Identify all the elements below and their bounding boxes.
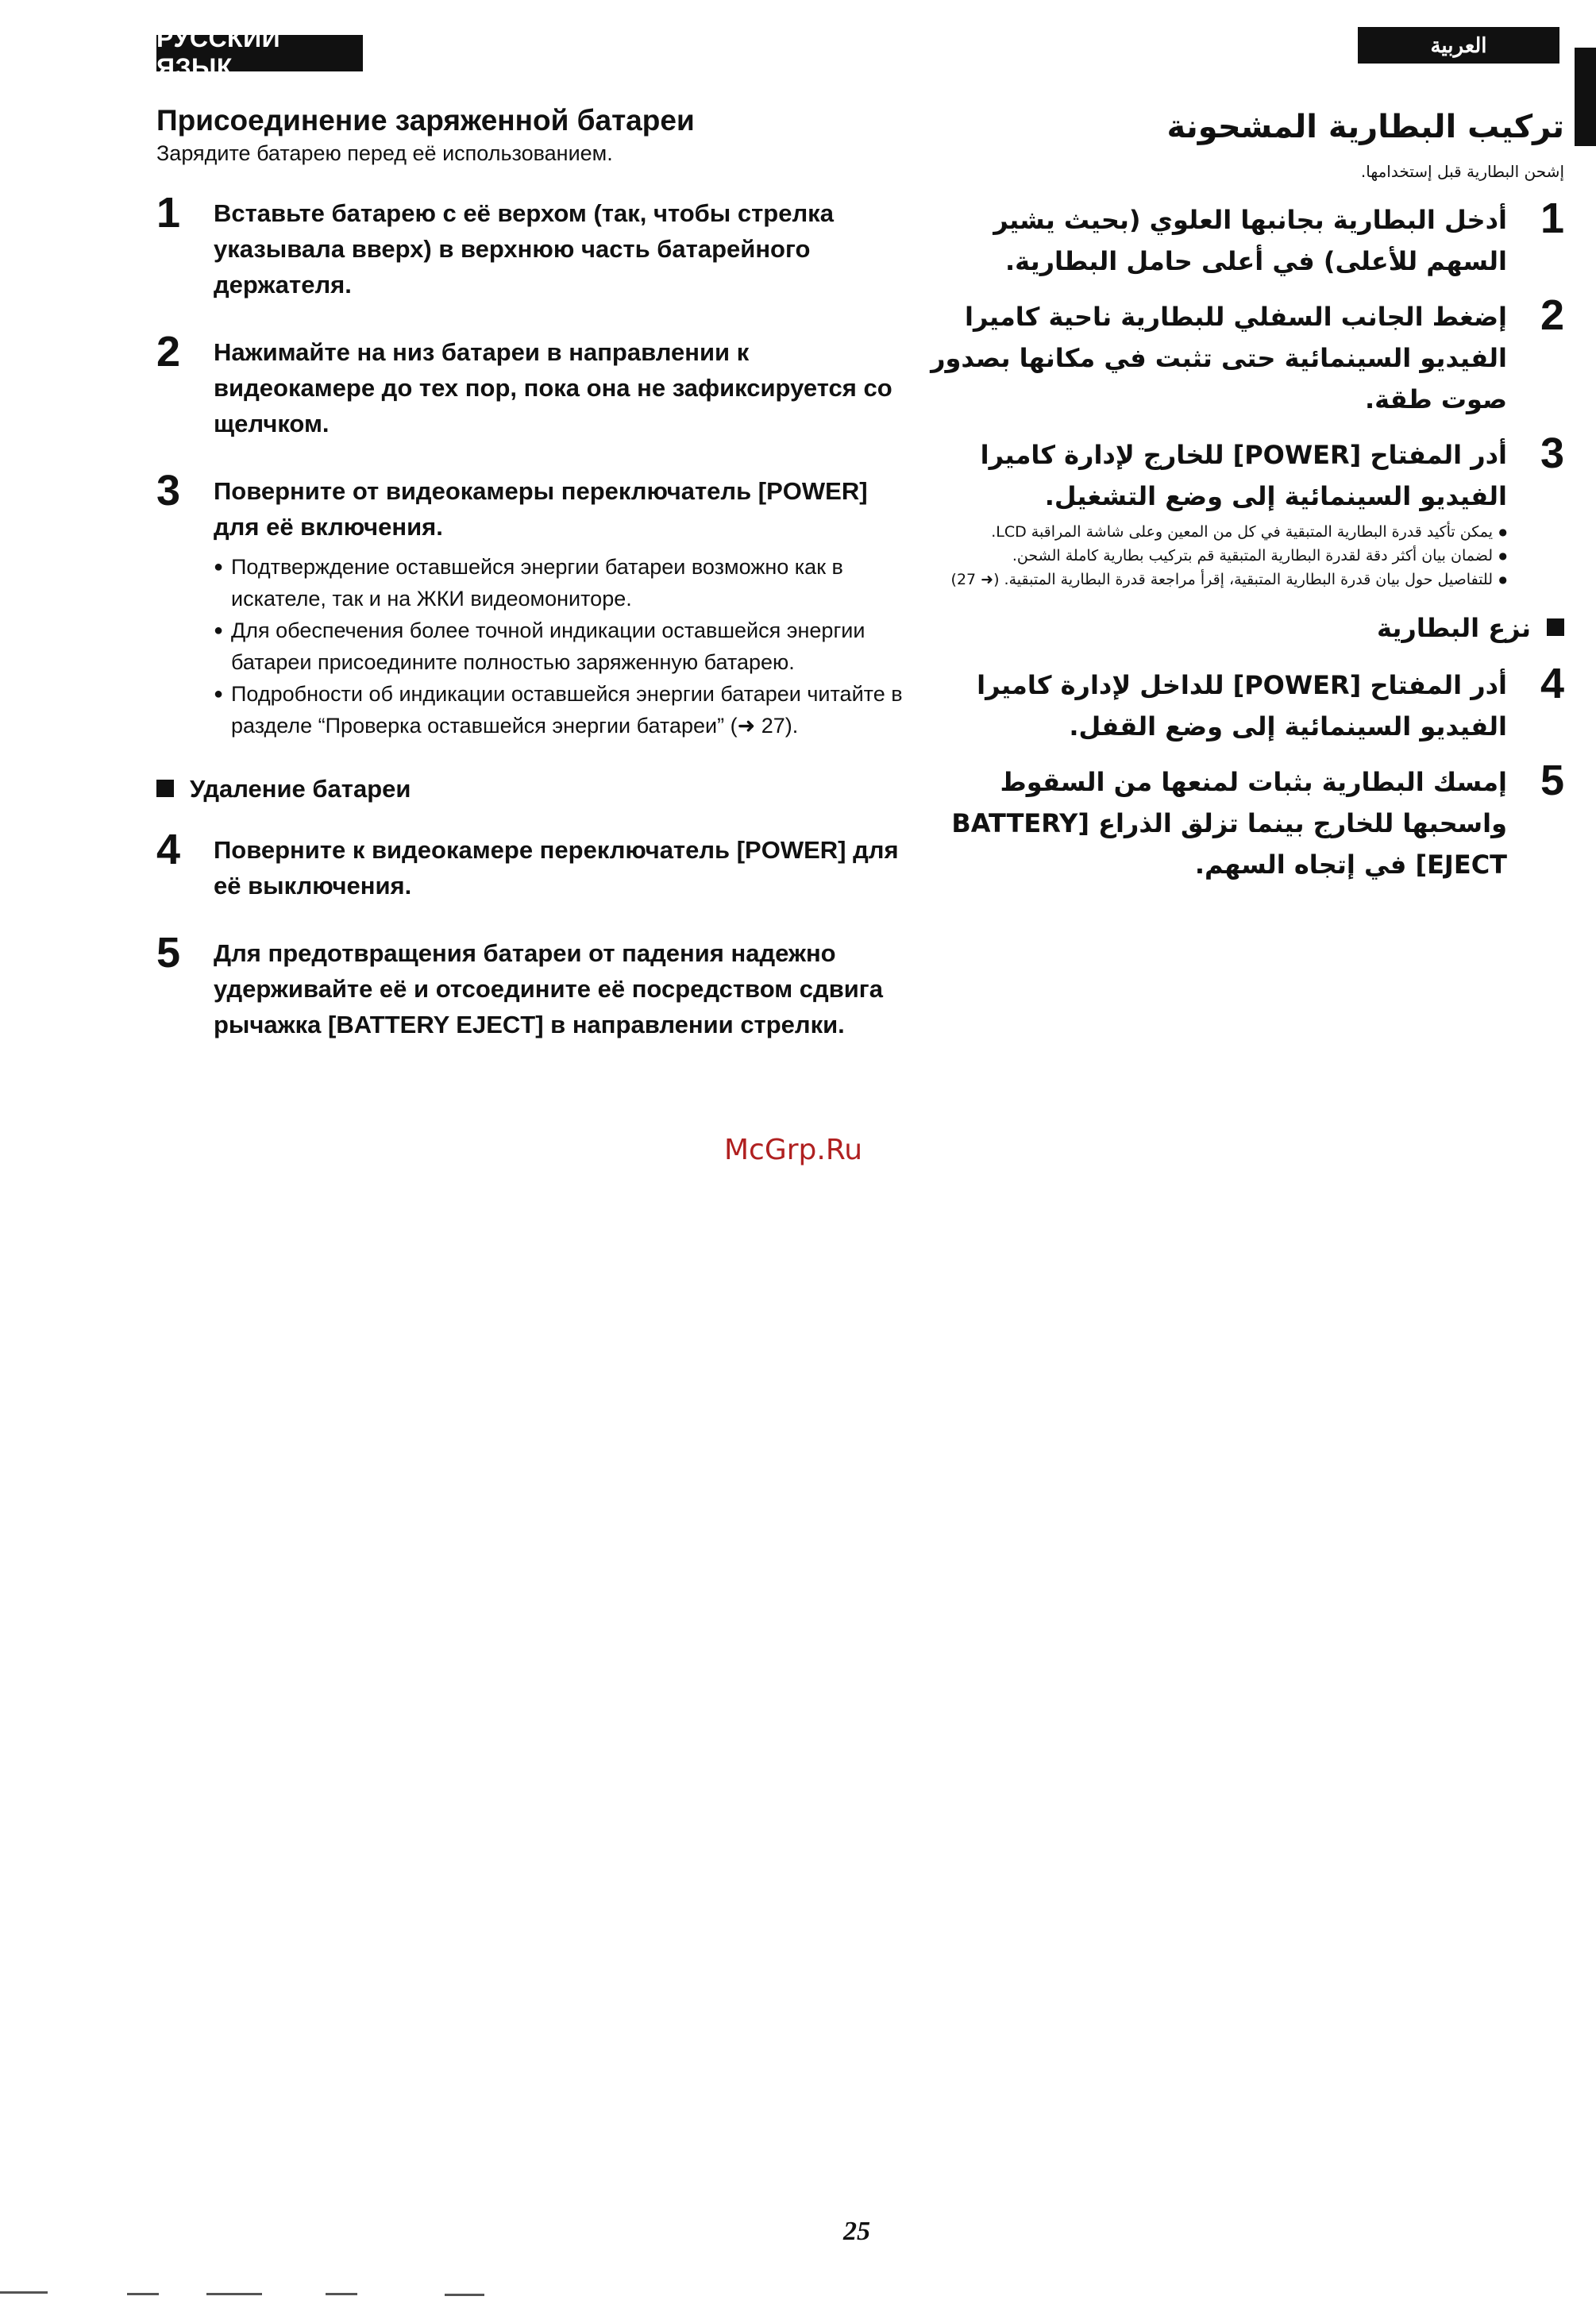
step-text: Вставьте батарею с её верхом (так, чтобы стрелка указывала вверх) в верхнюю часть батарейного держателя. [214, 199, 834, 299]
step-number: 1 [1540, 195, 1564, 242]
arabic-language-badge: العربية [1358, 27, 1559, 64]
russian-language-badge: РУССКИЙ ЯЗЫК [156, 35, 363, 71]
step-text: Поверните к видеокамере переключатель [POWER] для её выключения. [214, 836, 899, 900]
russian-step-4 [156, 826, 903, 903]
step-text: أدر المفتاح [POWER] للخارج لإدارة كاميرا الفيديو السينمائية إلى وضع التشغيل. [980, 440, 1507, 511]
note-item: ● يمكن تأكيد قدرة البطارية المتبقية في كل من المعين وعلى شاشة المراقبة LCD. [921, 520, 1507, 544]
russian-intro: Зарядите батарею перед её использованием. [156, 141, 613, 165]
scan-artifact-line [127, 2293, 159, 2295]
step-text: Поверните от видеокамеры переключатель [POWER] для её включения. [214, 477, 868, 541]
arabic-section-heading [921, 612, 1564, 644]
step-number: 5 [156, 929, 181, 977]
arabic-step-5 [921, 757, 1564, 885]
step-notes [214, 551, 903, 742]
russian-section-heading [156, 773, 903, 805]
scan-artifact-line [326, 2293, 357, 2295]
scan-artifact-line [445, 2294, 484, 2296]
section-tab-marker [1575, 48, 1596, 146]
page-number: 25 [843, 2217, 870, 2246]
note-item: ● Подтверждение оставшейся энергии батареи возможно как в искателе, так и на ЖКИ видеомониторе. [214, 551, 903, 615]
russian-column [156, 102, 903, 1074]
step-text: Для предотвращения батареи от падения надежно удерживайте её и отсоедините её посредством сдвига рычажка [BATTERY EJECT] в направлении стрелки. [214, 939, 883, 1038]
note-item: ● للتفاصيل حول بيان قدرة البطارية المتبقية، إقرأ مراجعة قدرة البطارية المتبقية. (➜ 27) [921, 568, 1507, 591]
section-title: Удаление батареи [190, 775, 411, 803]
arabic-step-1 [921, 195, 1564, 282]
arabic-title: تركيب البطارية المشحونة [1166, 109, 1564, 145]
russian-title: Присоединение заряженной батареи [156, 104, 695, 137]
step-number: 2 [156, 328, 181, 376]
step-text: إمسك البطارية بثبات لمنعها من السقوط واسحبها للخارج بينما تزلق الذراع [BATTERY EJECT] في إتجاه السهم. [951, 767, 1507, 880]
square-bullet-icon [1547, 618, 1564, 636]
step-text: إضغط الجانب السفلي للبطارية ناحية كاميرا الفيديو السينمائية حتى تثبت في مكانها بصدور صوت طقة. [931, 302, 1507, 414]
step-number: 1 [156, 189, 181, 237]
step-number: 4 [1540, 660, 1564, 707]
step-notes [921, 520, 1507, 591]
note-item: ● لضمان بيان أكثر دقة لقدرة البطارية المتبقية قم بتركيب بطارية كاملة الشحن. [921, 544, 1507, 568]
russian-step-1 [156, 189, 903, 302]
arabic-column [921, 99, 1564, 900]
russian-step-3 [156, 467, 903, 742]
step-number: 2 [1540, 291, 1564, 339]
scan-artifact-line [0, 2291, 48, 2294]
russian-step-2 [156, 328, 903, 441]
watermark: McGrp.Ru [724, 1134, 863, 1166]
step-text: Нажимайте на низ батареи в направлении к видеокамере до тех пор, пока она не зафиксируется со щелчком. [214, 338, 892, 437]
step-number: 4 [156, 826, 181, 873]
arabic-step-4 [921, 660, 1564, 747]
square-bullet-icon [156, 780, 174, 797]
arabic-step-2 [921, 291, 1564, 420]
arabic-intro: إشحن البطارية قبل إستخدامها. [1360, 162, 1564, 181]
step-number: 3 [1540, 430, 1564, 477]
step-text: أدخل البطارية بجانبها العلوي (بحيث يشير السهم للأعلى) في أعلى حامل البطارية. [993, 205, 1507, 276]
step-number: 5 [1540, 757, 1564, 804]
note-item: ● Для обеспечения более точной индикации оставшейся энергии батареи присоедините полностью заряженную батарею. [214, 615, 903, 678]
scan-artifact-line [206, 2293, 262, 2295]
step-number: 3 [156, 467, 181, 514]
russian-step-5 [156, 929, 903, 1042]
section-title: نزع البطارية [1377, 613, 1531, 643]
note-item: ● Подробности об индикации оставшейся энергии батареи читайте в разделе “Проверка оставшейся энергии батареи” (➜ 27). [214, 678, 903, 742]
step-text: أدر المفتاح [POWER] للداخل لإدارة كاميرا الفيديو السينمائية إلى وضع القفل. [977, 670, 1507, 742]
arabic-step-3 [921, 430, 1564, 591]
